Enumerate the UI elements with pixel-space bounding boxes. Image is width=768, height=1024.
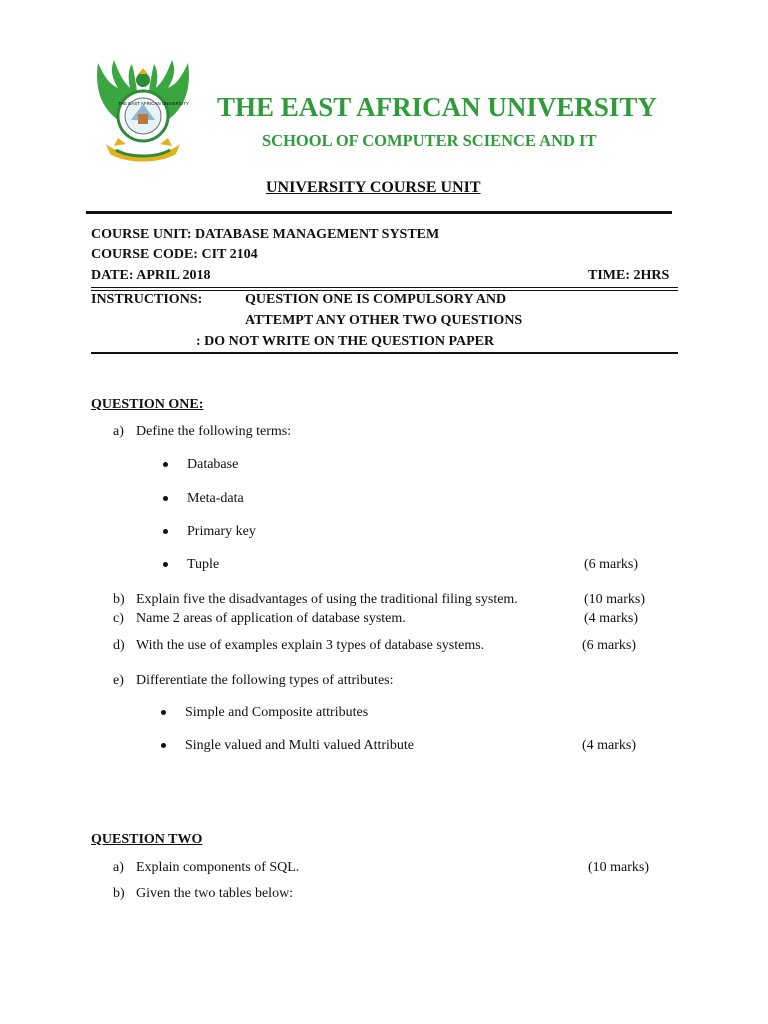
q1-c-label: c) (113, 611, 124, 626)
bullet-icon (161, 743, 166, 748)
bullet-icon (163, 562, 168, 567)
question-one-heading: QUESTION ONE: (91, 397, 204, 412)
term-item: Meta-data (187, 491, 244, 506)
marks: (4 marks) (584, 611, 639, 626)
term-item: Primary key (187, 524, 256, 539)
q1-b-label: b) (113, 592, 125, 607)
bullet-icon (163, 462, 168, 467)
info-divider-bottom (91, 290, 678, 291)
marks: (10 marks) (588, 860, 650, 875)
marks: (10 marks) (584, 592, 646, 607)
q1-b-text: Explain five the disadvantages of using the traditional filing system. (136, 592, 518, 607)
q1-a-text: Define the following terms: (136, 424, 292, 439)
q1-d-text: With the use of examples explain 3 types of database systems. (136, 638, 485, 653)
q1-e-text: Differentiate the following types of attributes: (136, 673, 394, 688)
instruction-line-1: QUESTION ONE IS COMPULSORY AND (245, 292, 507, 307)
marks: (6 marks) (584, 557, 639, 572)
header-divider (86, 211, 672, 214)
university-crest-logo (88, 58, 198, 168)
university-title: THE EAST AFRICAN UNIVERSITY (217, 92, 657, 122)
exam-date: DATE: APRIL 2018 (91, 268, 211, 283)
school-subtitle: SCHOOL OF COMPUTER SCIENCE AND IT (262, 131, 597, 150)
attribute-item: Single valued and Multi valued Attribute (185, 738, 415, 753)
bullet-icon (163, 496, 168, 501)
q1-e-label: e) (113, 673, 124, 688)
course-code: COURSE CODE: CIT 2104 (91, 247, 258, 262)
bullet-icon (161, 710, 166, 715)
q1-a-label: a) (113, 424, 124, 439)
instructions-divider (91, 352, 678, 354)
exam-time: TIME: 2HRS (588, 268, 670, 283)
q2-a-label: a) (113, 860, 124, 875)
marks: (6 marks) (582, 638, 637, 653)
term-item: Database (187, 457, 239, 472)
unit-heading: UNIVERSITY COURSE UNIT (266, 179, 481, 196)
instruction-line-3: : DO NOT WRITE ON THE QUESTION PAPER (196, 334, 495, 349)
info-divider-top (91, 287, 678, 288)
course-unit: COURSE UNIT: DATABASE MANAGEMENT SYSTEM (91, 227, 440, 242)
q1-c-text: Name 2 areas of application of database system. (136, 611, 406, 626)
q1-d-label: d) (113, 638, 125, 653)
q2-b-text: Given the two tables below: (136, 886, 294, 901)
bullet-icon (163, 529, 168, 534)
logo-text: THE EAST AFRICAN UNIVERSITY (118, 101, 189, 106)
instruction-line-2: ATTEMPT ANY OTHER TWO QUESTIONS (245, 313, 523, 328)
q2-b-label: b) (113, 886, 125, 901)
attribute-item: Simple and Composite attributes (185, 705, 369, 720)
term-item: Tuple (187, 557, 220, 572)
marks: (4 marks) (582, 738, 637, 753)
q2-a-text: Explain components of SQL. (136, 860, 300, 875)
question-two-heading: QUESTION TWO (91, 832, 203, 847)
instructions-label: INSTRUCTIONS: (91, 292, 203, 307)
